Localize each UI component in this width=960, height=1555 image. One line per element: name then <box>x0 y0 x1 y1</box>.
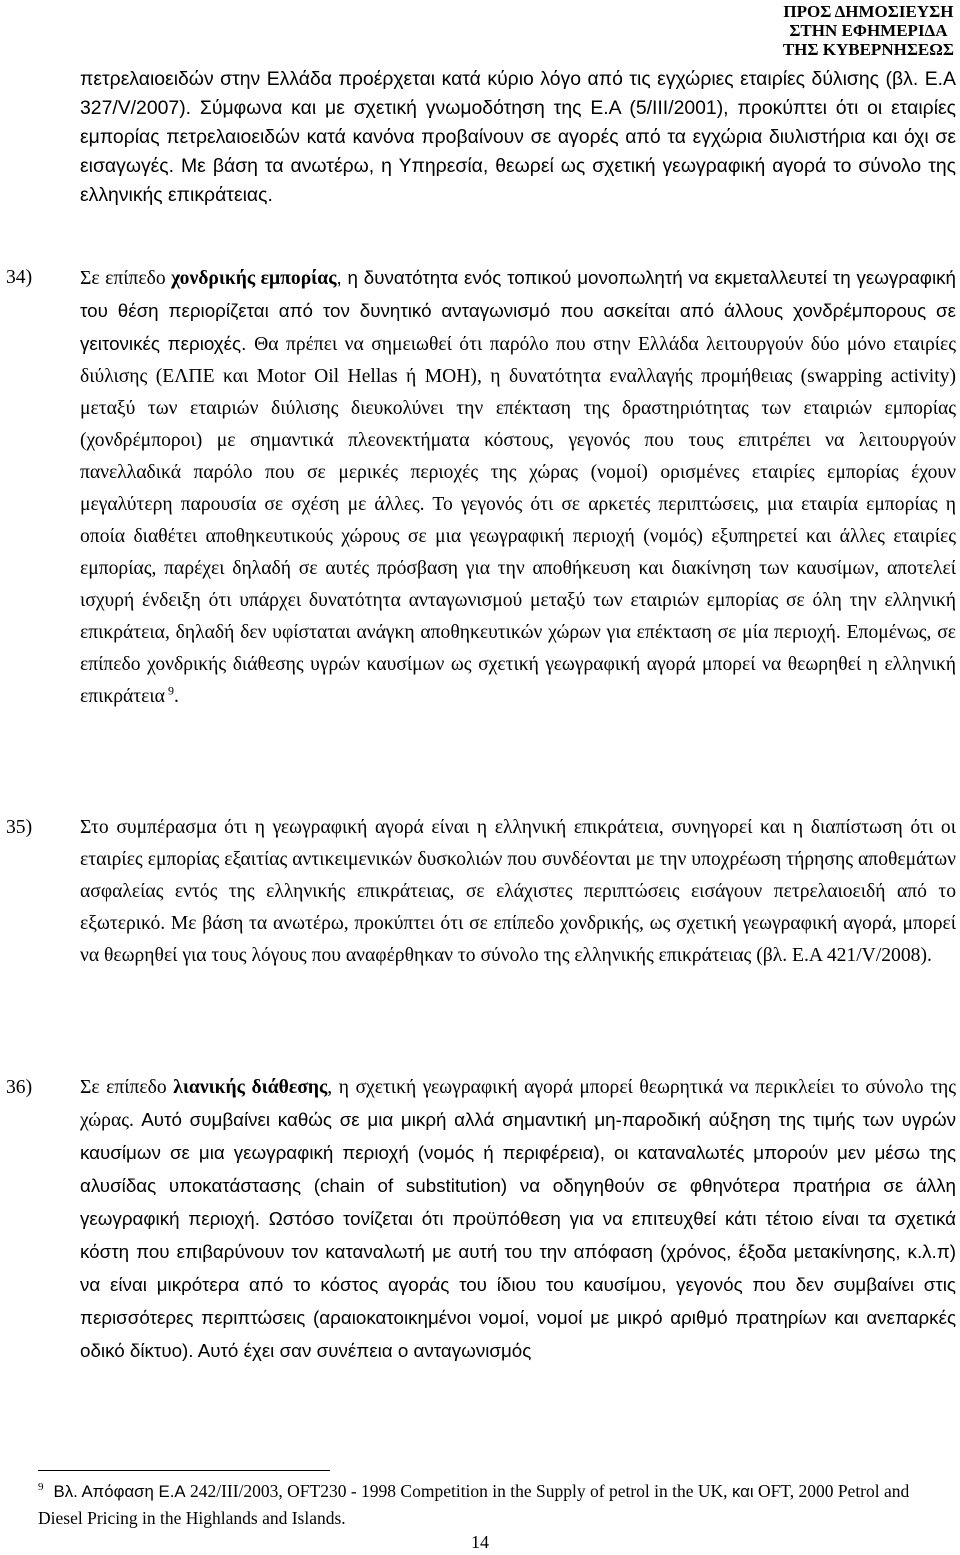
paragraph-text: Σε επίπεδο <box>80 268 172 289</box>
paragraph-body <box>80 812 956 972</box>
header-line-2: ΣΤΗΝ ΕΦΗΜΕΡΙΔΑ <box>789 21 948 40</box>
footnote-text: OFT, 2000 Petrol and Diesel Pricing in the Highlands and Islands. <box>38 1481 910 1528</box>
paragraph-body <box>80 1072 956 1368</box>
paragraph-body <box>80 262 956 713</box>
paragraph-34 <box>6 262 956 713</box>
header-line-3: ΤΗΣ ΚΥΒΕΡΝΗΣΕΩΣ <box>782 40 954 59</box>
emphasis-term: λιανικής διάθεσης <box>173 1077 328 1098</box>
lead-paragraph <box>80 65 956 210</box>
paragraph-text: , η δυνατότητα ενός τοπικού μονοπωλητή να εκμεταλλευτεί τη γεωγραφική του θέση περιορίζεται από τον δυνητικό ανταγωνισμό που ασκείται από άλλους χονδρέμπορους σε γειτονικές περιοχές. <box>80 267 956 354</box>
paragraph-number: 36) <box>6 1077 33 1098</box>
footnote-reference: 9 <box>164 683 174 698</box>
paragraph-35 <box>6 812 956 972</box>
footnote-text: 242/ΙΙΙ/2003, OFT230 - 1998 Competition in the Supply of petrol in the UK, <box>185 1481 732 1501</box>
footnote-mark: 9 <box>38 1481 44 1494</box>
footnote <box>38 1478 956 1531</box>
header-line-1: ΠΡΟΣ ΔΗΜΟΣΙΕΥΣΗ <box>783 2 954 21</box>
emphasis-term: χονδρικής εμπορίας <box>171 268 337 289</box>
page-number: 14 <box>471 1532 489 1552</box>
paragraph-text: Στο συμπέρασμα ότι η γεωγραφική αγορά είναι η ελληνική επικράτεια, συνηγορεί και η διαπίστωση ότι οι εταιρίες εμπορίας εξαιτίας αντικειμενικών δυσκολιών που συνδέονται με την υποχρέωση τήρησης αποθεμάτων ασφαλείας εντός της ελληνικής επικράτειας, σε ελάχιστες περιπτώσεις εισάγουν πετρελαιοειδή από το εξωτερικό. Με βάση τα ανωτέρω, προκύπτει ότι σε επίπεδο χονδρικής, ως σχετική γεωγραφική αγορά, μπορεί να θεωρηθεί για τους λόγους που αναφέρθηκαν το σύνολο της ελληνικής επικράτειας (βλ. Ε.Α 421/V/2008). <box>80 817 956 966</box>
paragraph-text: Σε επίπεδο <box>80 1077 174 1098</box>
footnote-text: Βλ. Απόφαση Ε.Α <box>53 1482 186 1501</box>
paragraph-text: . <box>173 686 179 707</box>
paragraph-text: Αυτό συμβαίνει καθώς σε μια μικρή αλλά σημαντική μη-παροδική αύξηση της τιμής των υγρών καυσίμων σε μια γεωγραφική περιοχή (νομός ή περιφέρεια), οι καταναλωτές μπορούν μεν μέσω της αλυσίδας υποκατάστασης (chain of substitution) να οδηγηθούν σε φθηνότερα πρατήρια σε άλλη γεωγραφική περιοχή. Ωστόσο τονίζεται ότι προϋπόθεση για να επιτευχθεί κάτι τέτοιο είναι τα σχετικά κόστη που επιβαρύνουν τον καταναλωτή με αυτή του την απόφαση (χρόνος, έξοδα μετακίνησης, κ.λ.π) να είναι μικρότερα από το κόστος αγοράς του ίδιου του καυσίμου, γεγονός που δεν συμβαίνει στις περισσότερες περιπτώσεις (αραιοκατοικημένοι νομοί, νομοί με μικρό αριθμό πρατηρίων και ανεπαρκές οδικό δίκτυο). Αυτό έχει σαν συνέπεια ο ανταγωνισμός <box>80 1109 956 1361</box>
paragraph-number: 34) <box>6 267 33 288</box>
footnote-text: και <box>731 1482 754 1501</box>
paragraph-36 <box>6 1072 956 1368</box>
paragraph-text: , η σχετική γεωγραφική αγορά μπορεί θεωρητικά να περικλείει το σύνολο της χώρας. <box>80 1077 956 1131</box>
publication-header <box>783 2 954 59</box>
paragraph-number: 35) <box>6 817 33 838</box>
footnote-divider <box>38 1470 330 1471</box>
paragraph-text: Θα πρέπει να σημειωθεί ότι παρόλο που στην Ελλάδα λειτουργούν δύο μόνο εταιρίες διύλισης (ΕΛΠΕ και Motor Oil Hellas ή ΜΟΗ), η δυνατότητα εναλλαγής προμήθειας (swapping activity) μεταξύ των εταιριών διύλισης διευκολύνει την επέκταση της δραστηριότητας των εταιριών εμπορίας (χονδρέμποροι) με σημαντικά πλεονεκτήματα κόστους, γεγονός που τους επιτρέπει να λειτουργούν πανελλαδικά παρόλο που σε μερικές περιοχές της χώρας (νομοί) ορισμένες εταιρίες εμπορίας έχουν μεγαλύτερη παρουσία σε σχέση με άλλες. Το γεγονός ότι σε αρκετές περιπτώσεις, μια εταιρία εμπορίας η οποία διαθέτει αποθηκευτικούς χώρους σε μια γεωγραφική περιοχή (νομός) εξυπηρετεί και άλλες εταιρίες εμπορίας, παρέχει δηλαδή σε αυτές πρόσβαση για την αποθήκευση και διακίνηση των καυσίμων, αποτελεί ισχυρή ένδειξη ότι υπάρχει δυνατότητα ανταγωνισμού μεταξύ των εταιριών εμπορίας σε όλη την ελληνική επικράτεια, δηλαδή δεν υφίσταται ανάγκη αποθηκευτικών χώρων για επέκταση σε μία περιοχή. Επομένως, σε επίπεδο χονδρικής διάθεσης υγρών καυσίμων ως σχετική γεωγραφική αγορά μπορεί να θεωρηθεί η ελληνική επικράτεια <box>80 334 957 707</box>
lead-text: πετρελαιοειδών στην Ελλάδα προέρχεται κατά κύριο λόγο από τις εγχώριες εταιρίες δύλισης (βλ. Ε.Α 327/V/2007). Σύμφωνα και με σχετική γνωμοδότηση της Ε.Α (5/ΙΙΙ/2001), προκύπτει ότι οι εταιρίες εμπορίας πετρελαιοειδών κατά κανόνα προβαίνουν σε αγορές από τα εγχώρια διυλιστήρια και όχι σε εισαγωγές. Με βάση τα ανωτέρω, η Υπηρεσία, θεωρεί ως σχετική γεωγραφική αγορά το σύνολο της ελληνικής επικράτειας. <box>80 68 956 206</box>
